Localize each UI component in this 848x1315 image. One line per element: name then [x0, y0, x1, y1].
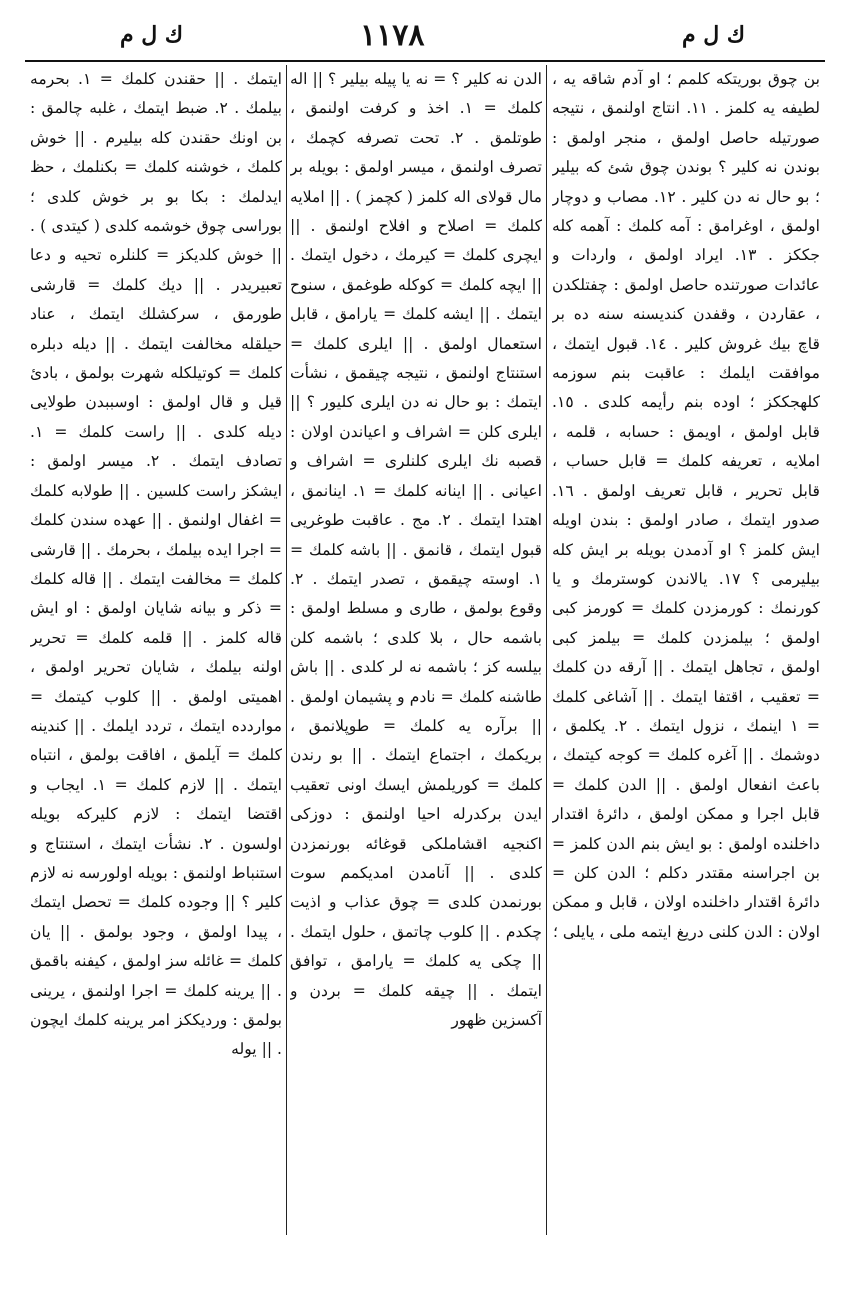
page-header	[25, 18, 825, 58]
column-divider	[286, 65, 287, 1235]
header-keyword-left: ك ل م	[120, 22, 184, 48]
text-column-middle	[290, 65, 542, 1235]
text-column-left	[30, 65, 282, 1235]
column-text: بن چوق بوريتكه كلمم ؛ او آدم شاقه يه ، لطيفه يه كلمز . ١١. انتاج اولنمق ، نتيجه صورتيله حاصل اولمق ، منجر اولمق : بوندن نه كلير ؟ بوندن چوق شئ كه بيلير ؛ بو حال نه دن كلير . ١٢. مصاب و دوچار اولمق ، اوغرامق : آمه كلمك : آهمه كله جككز . ١٣. ايراد اولمق ، واردات و عائدات صورتنده حاصل اولمق : چفتلكدن ، عقاردن ، وقفدن كنديسنه سنه ده بر قاچ بيك غروش كلير . ١٤. قبول ايتمك ، موافقت ايلمك : عاقبت بنم سوزمه كلهجككز ؛ اوده بنم رأيمه كلدى . ١٥. قابل اولمق ، اويمق : حسابه ، قلمه ، املايه ، تعريفه كلمك = قابل حساب ، قابل تحرير ، قابل تعريف اولمق . ١٦. صدور ايتمك ، صادر اولمق : بندن اويله ايش كلمز ؟ او آدمدن بويله بر ايش كله بيليرمى ؟ ١٧. يالاندن كوسترمك و يا كورنمك : كورمزدن كلمك = كورمز كبى اولمق ؛ بيلمزدن كلمك = بيلمز كبى اولمق ، تجاهل ايتمك . || آرقه دن كلمك = تعقيب ، اقتفا ايتمك . || آشاغى كلمك = ١ اينمك ، نزول ايتمك . ٢. يكلمق ، دوشمك . || آغره كلمك = كوجه كيتمك ، باعث انفعال اولمق . || الدن كلمك = قابل اجرا و ممكن اولمق ، دائرهٔ اقتدار داخلنده اولمق : بو ايش بنم الدن كلمز = بن اجراسنه مقتدر دكلم ؛ الدن كلن = دائرهٔ اقتدار داخلنده اولان ، قابل و ممكن اولان : الدن كلنى دريغ ايتمه ملى ، يايلى ؛	[552, 70, 820, 941]
page-number: ۱۱۷۸	[360, 18, 425, 53]
column-text: ايتمك . || حقندن كلمك = ١. بحرمه بيلمك . ٢. ضبط ايتمك ، غلبه چالمق : بن اونك حقندن كله بيليرم . || خوش كلمك ، خوشنه كلمك = بكنلمك ، حظ ايدلمك : بكا بو بر خوش كلدى ؛ بوراسى چوق خوشمه كلدى ( كيتدى ) . || خوش كلديكز = كلنلره تحيه و دعا تعبيريدر . || ديك كلمك = قارشى طورمق ، سركشلك ايتمك ، عناد حيلقله مخالفت ايتمك . || ديله دبلره كلمك = كوتيلكله شهرت بولمق ، بادىٔ قيل و قال اولمق : اوسببدن طولايى ديله كلدى . || راست كلمك = ١. تصادف ايتمك . ٢. ميسر اولمق : ايشكز راست كلسين . || طولابه كلمك = اغفال اولنمق . || عهده سندن كلمك = اجرا ايده بيلمك ، بحرمك . || قارشى كلمك = مخالفت ايتمك . || قاله كلمك = ذكر و بيانه شايان اولمق : او ايش قاله كلمز . || قلمه كلمك = تحرير اولنه بيلمك ، شايان تحرير اولمق ، اهميتى اولمق . || كلوب كيتمك = مواردده ايتمك ، تردد ايلمك . || كندينه كلمك = آيلمق ، افاقت بولمق ، انتباه ايتمك . || لازم كلمك = ١. ايجاب و اقتضا ايتمك : لازم كليركه بويله اولسون . ٢. نشأت ايتمك ، استنتاج و استنباط اولنمق : بويله اولورسه نه لازم كلير ؟ || وجوده كلمك = تحصل ايتمك ، پيدا اولمق ، وجود بولمق . || يان كلمك = غائله سز اولمق ، كيفنه باقمق . || يرينه كلمك = اجرا اولنمق ، يرينى بولمق : ورديككز امر يرينه كلمك ايچون . || يوله	[30, 70, 282, 1059]
column-text: الدن نه كلير ؟ = نه يا پيله بيلير ؟ || اله كلمك = ١. اخذ و كرفت اولنمق ، طوتلمق . ٢. تحت تصرفه كچمك ، تصرف اولنمق ، ميسر اولمق : بويله بر مال قولاى اله كلمز ( كچمز ) . || املايه كلمك = اصلاح و افلاح اولنمق . || ايچرى كلمك = كيرمك ، دخول ايتمك . || ايچه كلمك = كوكله طوغمق ، سنوح ايتمك . || ايشه كلمك = يارامق ، قابل استعمال اولمق . || ايلرى كلمك = استنتاج اولنمق ، نتيجه چيقمق ، نشأت ايتمك : بو حال نه دن ايلرى كليور ؟ || ايلرى كلن = اشراف و اعياندن اولان : قصبه نك ايلرى كلنلرى = اشراف و اعيانى . || اينانه كلمك = ١. اينانمق ، اهتدا ايتمك . ٢. مج . عاقبت طوغريى قبول ايتمك ، قانمق . || باشه كلمك = ١. اوسته چيقمق ، تصدر ايتمك . ٢. وقوع بولمق ، طارى و مسلط اولمق : باشمه حال ، بلا كلدى ؛ باشمه كلن بيلسه كز ؛ باشمه نه لر كلدى . || باش طاشنه كلمك = نادم و پشيمان اولمق . || برآره يه كلمك = طوپلانمق ، بريكمك ، اجتماع ايتمك . || بو رندن كلمك = كوريلمش ايسك اونى تعقيب ايدن بركدرله احيا اولنمق : دوزكى اكنجيه اقشاملكى قوغائه بورنمزدن كلدى . || آنامدن امديكمم سوت بورنمدن كلدى = چوق عذاب و اذيت چكدم . || كلوب چاتمق ، حلول ايتمك . || چكى يه كلمك = يارامق ، توافق ايتمك . || چيقه كلمك = بردن و آكسزين ظهور	[290, 70, 542, 1029]
text-column-right	[552, 65, 820, 1235]
header-rule	[25, 60, 825, 62]
column-divider	[546, 65, 547, 1235]
header-keyword-right: ك ل م	[681, 22, 745, 48]
